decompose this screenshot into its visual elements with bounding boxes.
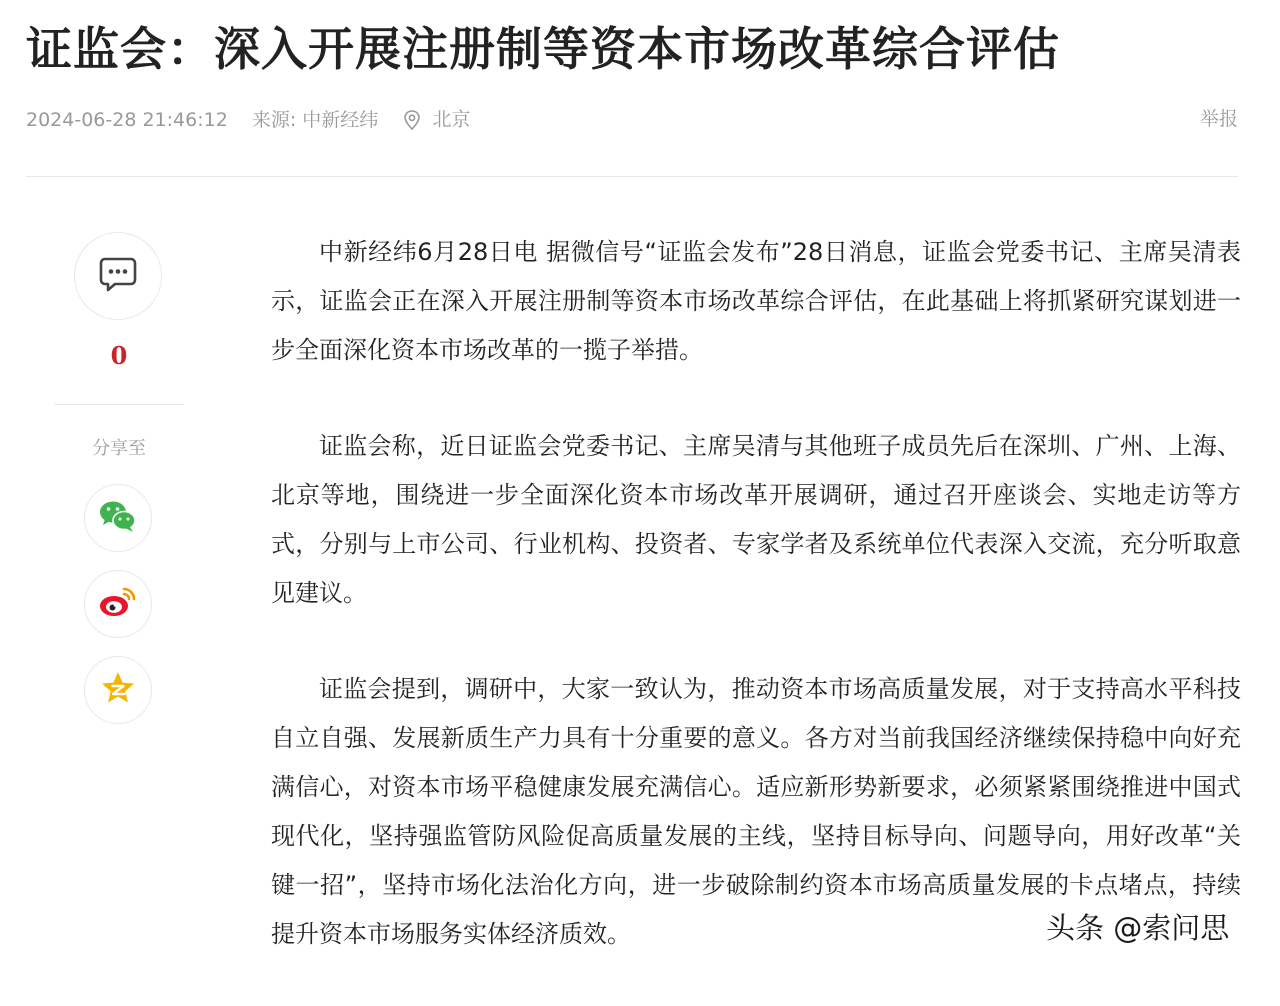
article-paragraph: 证监会提到，调研中，大家一致认为，推动资本市场高质量发展，对于支持高水平科技自立自强、发展新质生产力具有十分重要的意义。各方对当前我国经济继续保持稳中向好充满信心，对资本市场平稳健康发展充满信心。适应新形势新要求，必须紧紧围绕推进中国式现代化，坚持强监管防风险促高质量发展的主线，坚持目标导向、问题导向，用好改革“关键一招”，坚持市场化法治化方向，进一步破除制约资本市场高质量发展的卡点堵点，持续提升资本市场服务实体经济质效。 [271,675,1241,948]
location-pin-icon [402,109,422,131]
report-link[interactable]: 举报 [1199,108,1238,130]
share-wechat-button[interactable] [84,484,152,552]
qzone-icon [99,670,137,710]
publish-date: 2024-06-28 21:46:12 [26,108,228,131]
sidebar-divider [54,404,184,405]
comment-button[interactable] [74,232,162,320]
comment-count[interactable]: 0 [110,341,128,370]
comment-icon [98,255,138,297]
share-label: 分享至 [92,438,146,459]
article-location: 北京 [432,108,471,131]
header-divider [26,176,1238,177]
article-source[interactable]: 来源: 中新经纬 [251,108,379,131]
share-qzone-button[interactable] [84,656,152,724]
article-title: 证监会：深入开展注册制等资本市场改革综合评估 [26,22,1060,76]
article-meta [26,104,1238,134]
watermark: 头条 @索问思 [1046,911,1230,945]
share-weibo-button[interactable] [84,570,152,638]
article-paragraph: 中新经纬6月28日电 据微信号“证监会发布”28日消息，证监会党委书记、主席吴清表示，证监会正在深入开展注册制等资本市场改革综合评估，在此基础上将抓紧研究谋划进一步全面深化资本市场改革的一揽子举措。 [271,238,1241,364]
article-body [271,228,1241,1006]
weibo-icon [97,584,139,624]
wechat-icon [97,498,139,538]
article-paragraph: 证监会称，近日证监会党委书记、主席吴清与其他班子成员先后在深圳、广州、上海、北京等地，围绕进一步全面深化资本市场改革开展调研，通过召开座谈会、实地走访等方式，分别与上市公司、行业机构、投资者、专家学者及系统单位代表深入交流，充分听取意见建议。 [271,432,1241,607]
